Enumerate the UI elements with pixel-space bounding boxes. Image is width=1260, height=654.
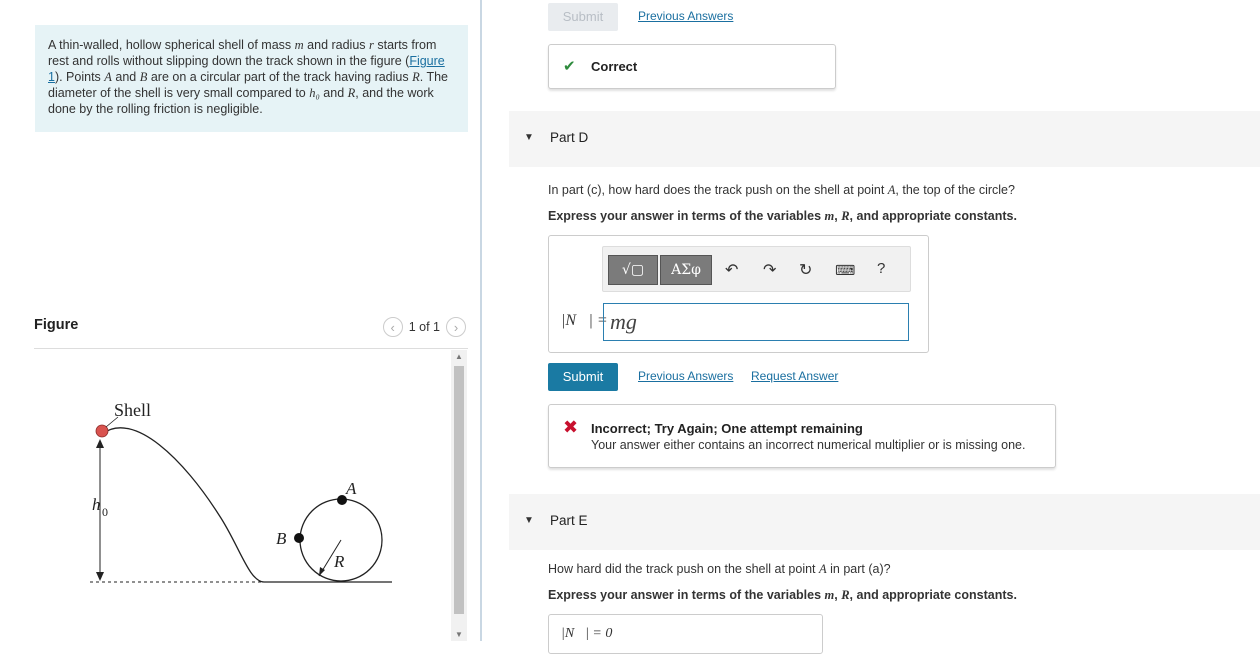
incorrect-title: Incorrect; Try Again; One attempt remaining	[591, 421, 863, 436]
chevron-right-icon[interactable]: ›	[446, 317, 466, 337]
label-h-sub: 0	[102, 505, 108, 519]
part-e-answer-box	[548, 614, 823, 654]
part-d-label: Part D	[550, 130, 589, 145]
caret-down-icon: ▼	[524, 515, 534, 526]
label-h: h	[92, 495, 101, 514]
templates-button[interactable]: √▢	[608, 255, 658, 285]
label-a: A	[346, 479, 357, 498]
figure-title: Figure	[34, 317, 79, 333]
track-curve	[102, 428, 392, 582]
scroll-thumb[interactable]	[454, 366, 464, 614]
incorrect-text: Your answer either contains an incorrect numerical multiplier or is missing one.	[591, 438, 1026, 452]
figure-pager	[383, 317, 466, 337]
undo-icon[interactable]: ↶	[725, 262, 739, 279]
figure-header	[34, 314, 468, 349]
answer-label: |N⃗| =	[561, 312, 608, 329]
part-d-header[interactable]	[509, 111, 1260, 167]
submit-button[interactable]: Submit	[548, 363, 618, 391]
part-e-label: Part E	[550, 513, 588, 528]
part-d-instructions: Express your answer in terms of the variables m, R, and appropriate constants.	[548, 209, 1017, 223]
label-r: R	[334, 552, 345, 571]
prev-previous-answers-link[interactable]: Previous Answers	[638, 9, 734, 23]
pager-text: 1 of 1	[408, 320, 440, 334]
label-b: B	[276, 529, 287, 548]
request-answer-link[interactable]: Request Answer	[751, 369, 839, 383]
right-panel	[482, 0, 1260, 641]
help-button[interactable]: ?	[877, 260, 886, 277]
part-e-question: How hard did the track push on the shell at point A in part (a)?	[548, 562, 891, 576]
prev-submit-button[interactable]: Submit	[548, 3, 618, 31]
label-shell: Shell	[114, 400, 152, 420]
check-icon: ✔	[563, 58, 576, 75]
part-e-header[interactable]	[509, 494, 1260, 550]
scroll-down-icon[interactable]: ▼	[455, 630, 463, 639]
part-d-answer-box	[548, 235, 929, 353]
figure-image	[34, 350, 452, 641]
problem-statement: A thin-walled, hollow spherical shell of mass m and radius r starts from rest and rolls without slipping down the track shown in the figure (Figure 1). Points A and B are on a circular part of the track having radius R. The diameter of the shell is very small compared to h₀ and R, and the work done by the rolling friction is negligible.	[35, 25, 468, 132]
part-e-answer-label: |N⃗| = 0	[561, 626, 613, 641]
answer-input[interactable]: mg	[603, 303, 909, 341]
correct-text: Correct	[591, 59, 638, 74]
scroll-up-icon[interactable]: ▲	[455, 352, 463, 361]
greek-symbols-button[interactable]: ΑΣφ	[660, 255, 712, 285]
reset-icon[interactable]: ↻	[799, 262, 813, 279]
caret-down-icon: ▼	[524, 132, 534, 143]
incorrect-feedback	[548, 404, 1056, 468]
redo-icon[interactable]: ↷	[763, 262, 777, 279]
chevron-left-icon[interactable]: ‹	[383, 317, 403, 337]
correct-feedback	[548, 44, 836, 89]
track-diagram	[34, 350, 452, 641]
part-e-instructions: Express your answer in terms of the variables m, R, and appropriate constants.	[548, 588, 1017, 602]
figure-link[interactable]: Figure 1	[48, 54, 445, 84]
previous-answers-link[interactable]: Previous Answers	[638, 369, 734, 383]
figure-scrollbar[interactable]	[451, 350, 467, 641]
left-panel	[0, 0, 480, 641]
point-b	[294, 533, 304, 543]
keyboard-icon[interactable]: ⌨	[835, 262, 856, 278]
x-icon: ✖	[563, 417, 579, 437]
part-d-question: In part (c), how hard does the track push on the shell at point A, the top of the circle?	[548, 183, 1015, 197]
math-toolbar	[602, 246, 911, 292]
